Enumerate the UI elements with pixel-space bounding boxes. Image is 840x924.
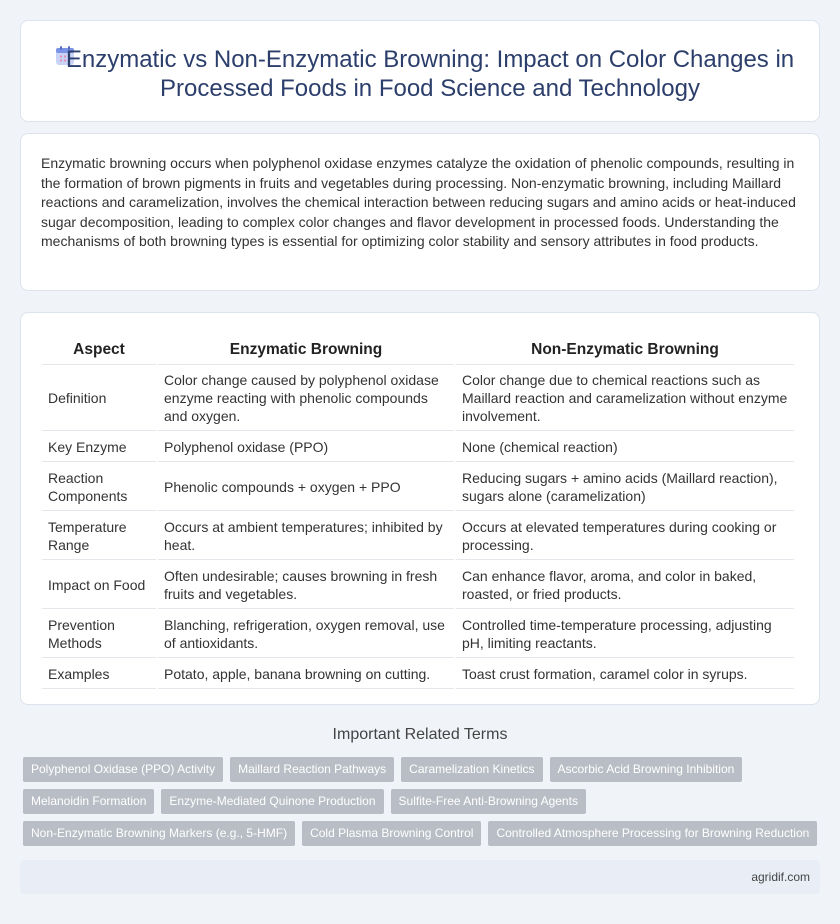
related-terms-title: Important Related Terms <box>332 726 508 743</box>
related-term-tag[interactable]: Maillard Reaction Pathways <box>230 757 394 782</box>
related-term-tag[interactable]: Sulfite-Free Anti-Browning Agents <box>391 789 586 814</box>
table-row <box>42 511 794 560</box>
table-row <box>42 365 794 431</box>
table-cell: Phenolic compounds + oxygen + PPO <box>158 462 454 511</box>
table-header-row <box>42 335 794 365</box>
table-row <box>42 658 794 689</box>
title-card <box>20 20 820 122</box>
table-row <box>42 560 794 609</box>
tag-row <box>23 757 823 782</box>
footer <box>20 860 820 894</box>
column-header: Enzymatic Browning <box>158 335 454 365</box>
column-header: Non-Enzymatic Browning <box>456 335 794 365</box>
related-term-tag[interactable]: Caramelization Kinetics <box>401 757 542 782</box>
tag-row <box>23 789 823 814</box>
table-cell: Prevention Methods <box>42 609 156 658</box>
table-row <box>42 609 794 658</box>
related-term-tag[interactable]: Melanoidin Formation <box>23 789 154 814</box>
comparison-table <box>40 335 796 689</box>
table-cell: Key Enzyme <box>42 431 156 462</box>
table-cell: Reducing sugars + amino acids (Maillard reaction), sugars alone (caramelization) <box>456 462 794 511</box>
footer-site-link[interactable]: agridif.com <box>751 870 810 884</box>
table-cell: Occurs at ambient temperatures; inhibited by heat. <box>158 511 454 560</box>
table-cell: Toast crust formation, caramel color in syrups. <box>456 658 794 689</box>
related-term-tag[interactable]: Enzyme-Mediated Quinone Production <box>161 789 383 814</box>
tag-row <box>23 821 823 846</box>
intro-card <box>20 133 820 291</box>
related-term-tag[interactable]: Cold Plasma Browning Control <box>302 821 481 846</box>
column-header: Aspect <box>42 335 156 365</box>
table-cell: Blanching, refrigeration, oxygen removal, use of antioxidants. <box>158 609 454 658</box>
table-cell: Often undesirable; causes browning in fresh fruits and vegetables. <box>158 560 454 609</box>
comparison-card <box>20 312 820 705</box>
page-title: Enzymatic vs Non-Enzymatic Browning: Impact on Color Changes in Processed Foods in Food Science and Technology <box>65 46 795 102</box>
table-cell: None (chemical reaction) <box>456 431 794 462</box>
table-cell: Reaction Components <box>42 462 156 511</box>
table-cell: Can enhance flavor, aroma, and color in baked, roasted, or fried products. <box>456 560 794 609</box>
table-cell: Definition <box>42 365 156 431</box>
table-cell: Examples <box>42 658 156 689</box>
table-cell: Color change caused by polyphenol oxidase enzyme reacting with phenolic compounds and oxygen. <box>158 365 454 431</box>
table-cell: Color change due to chemical reactions such as Maillard reaction and caramelization without enzyme involvement. <box>456 365 794 431</box>
intro-paragraph: Enzymatic browning occurs when polyphenol oxidase enzymes catalyze the oxidation of phenolic compounds, resulting in the formation of brown pigments in fruits and vegetables during processing. Non-enzymatic browning, including Maillard reactions and caramelization, involves the chemical interaction between reducing sugars and amino acids or heat-induced sugar decomposition, leading to complex color changes and flavor development in processed foods. Understanding the mechanisms of both browning types is essential for optimizing color stability and sensory attributes in food products. <box>41 155 796 249</box>
table-cell: Polyphenol oxidase (PPO) <box>158 431 454 462</box>
table-row <box>42 431 794 462</box>
table-cell: Potato, apple, banana browning on cutting. <box>158 658 454 689</box>
related-term-tag[interactable]: Controlled Atmosphere Processing for Browning Reduction <box>488 821 817 846</box>
related-term-tag[interactable]: Ascorbic Acid Browning Inhibition <box>550 757 743 782</box>
table-cell: Occurs at elevated temperatures during cooking or processing. <box>456 511 794 560</box>
related-terms <box>23 757 823 853</box>
table-cell: Controlled time-temperature processing, adjusting pH, limiting reactants. <box>456 609 794 658</box>
related-term-tag[interactable]: Non-Enzymatic Browning Markers (e.g., 5-HMF) <box>23 821 295 846</box>
table-cell: Impact on Food <box>42 560 156 609</box>
table-row <box>42 462 794 511</box>
related-term-tag[interactable]: Polyphenol Oxidase (PPO) Activity <box>23 757 223 782</box>
table-cell: Temperature Range <box>42 511 156 560</box>
